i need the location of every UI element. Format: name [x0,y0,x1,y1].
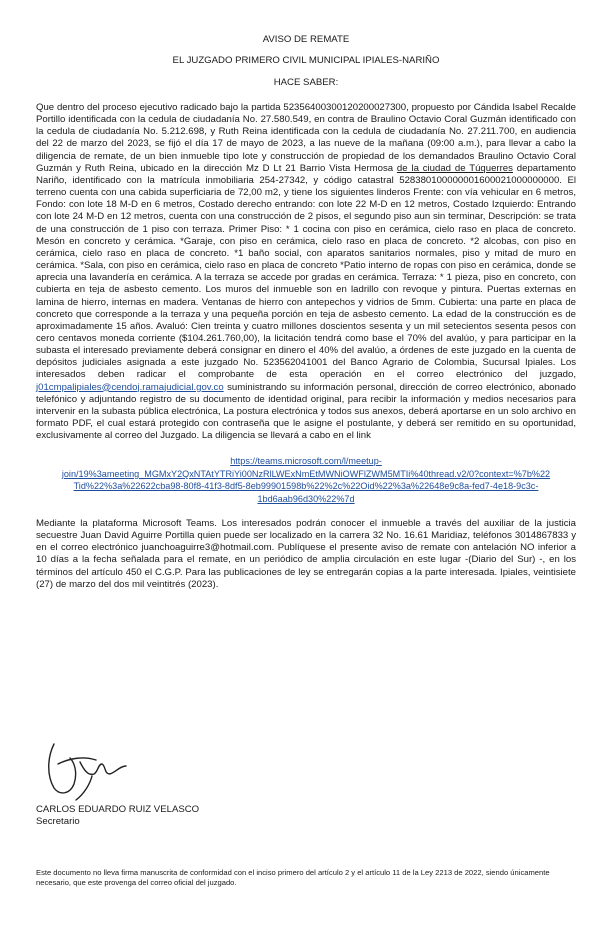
document-page [36,34,576,591]
court-name: EL JUZGADO PRIMERO CIVIL MUNICIPAL IPIALES-NARIÑO [172,55,440,66]
link-line[interactable]: 1bd6aab96d30%22%7d [257,493,355,504]
link-line[interactable]: Tid%22%3a%22622cba98-80f8-41f3-8df5-8eb99901598b%22%2c%22Oid%22%3a%22648e9c8a-fed7-4e18-9c3c- [73,481,539,492]
notice-heading: HACE SABER: [273,77,339,88]
second-paragraph [36,518,576,591]
paragraph-text-part-a: Que dentro del proceso ejecutivo radicado bajo la partida 52356400300120200027300, propuesto por Cándida Isabel Recalde Portillo identificada con la cedula de ciudadanía No. 27.580.549, en contra de Braulino Octavio Coral Guzmán identificado con la cedula de ciudadanía No. 5.212.698, y Ruth Reina identificada con la cedula de ciudadanía No. 27.211.700, en audiencia del 22 de marzo del 2023, se fijó el día 17 de mayo de 2023, a las nueve de la mañana (09:00 a.m.), para llevar a cabo la diligencia de remate, de un bien inmueble tipo lote y construcción de propiedad de los demandados Braulino Octavio Coral Guzmán y Ruth Reina, ubicado en la dirección Mz D Lt 21 Barrio Vista Hermosa [36,102,576,174]
handwritten-signature [40,736,130,804]
paragraph-underlined-city: de la ciudad de Túquerres [396,162,513,174]
main-paragraph [36,102,576,442]
paragraph-text: Mediante la plataforma Microsoft Teams. Los interesados podrán conocer el inmueble a través del auxiliar de la justicia secuestre Juan David Aguirre Portilla quien puede ser localizado en la carrera 32 No. 16.61 Maridiaz, teléfonos 3014867833 y en el correo electrónico juanchoaguirre3@hotmail.com. Publíquese el presente aviso de remate con antelación NO inferior a 10 días a la fecha señalada para el remate, en un periódico de amplia circulación en este lugar -(Diario del Sur) -, en los términos del artículo 450 el C.G.P. Para las publicaciones de ley se entregarán copias a la parte interesada. Ipiales, veintisiete (27) de marzo del dos mil veintitrés (2023). [36,518,576,590]
teams-meeting-link[interactable] [36,455,576,505]
link-line[interactable]: https://teams.microsoft.com/l/meetup- [230,456,382,467]
signature-block [36,736,256,836]
court-email-link[interactable]: j01cmpalipiales@cendoj.ramajudicial.gov.co [36,381,224,393]
paragraph-text-part-c: suministrando su información personal, dirección de correo electrónico, abonado telefónico y adjuntando registro de su documento de identidad original, para recibir la información y medios necesarios para intervenir en la subasta pública electrónica, La postura electrónica y todos sus anexos, deberá aportarse en un solo archivo en formato PDF, el cual estará protegido con contraseña que le asigne el postulante, y deberá ser remitido en su oportunidad, exclusivamente al correo del Juzgado. La diligencia se llevará a cabo en el link [36,381,576,442]
document-title: AVISO DE REMATE [262,34,350,45]
signer-role: Secretario [36,816,80,827]
signer-name: CARLOS EDUARDO RUIZ VELASCO [36,804,200,815]
link-line[interactable]: join/19%3ameeting_MGMxY2QxNTAtYTRiYi00NzRlLWExNmEtMWNiOWFlZWM5MTIi%40thread.v2/0?context=%7b%22 [61,468,551,479]
paragraph-text-part-b: departamento Nariño, identificado con la matrícula inmobiliaria 254-27342, y código catastral 52838010000000160002100000000​0. El terreno cuenta con una cabida superficiaria de 72,00 m2, y tiene los siguientes linderos Frente: con vía vehicular en 6 metros, Fondo: con lote 18 M-D en 6 metros, Costado derecho entrando: con lote 22 M-D en 12 metros, Costado Izquierdo: Entrando con lote 24 M-D en 12 metros, cuenta con una construcción de 2 pisos, el segundo piso aun sin terminar, Descripción: se trata de una construcción de 1 piso con terraza. Primer Piso: * 1 cocina con piso en cerámica, cielo raso en placa de concreto. Mesón en concreto y cerámica. *Garaje, con piso en cerámica, cielo raso en placa de concreto. *2 alcobas, con piso en cerámica, cielo raso en placa de concreto. *1 baño social, con aparatos sanitarios normales, piso y mitad de muro en cerámica. *Sala, con piso en cerámica, cielo raso en placa de concreto *Patio interno de ropas con piso en cerámica, donde se aprecia una lavandería en cerámica. A la terraza se accede por gradas en cerámica. Terraza: * 1 pieza, piso en concreto, con cubierta en teja de asbesto cemento. Los muros del inmueble son en ladrillo con revoque y pintura. Puertas externas en lamina de hierro, internas en madera. Ventanas de hierro con antepechos y vidrios de 5mm. Cubierta: una parte en placa de concreto que corresponde a la terraza y una pequeña porción en teja de asbesto cemento. La edad de la construcción es de aproximadamente 15 años. Avaluó: Cien treinta y cuatro millones doscientos sesenta y un mil setecientos sesenta pesos con cero centavos moneda corriente ($104.261.760,00), la licitación tendrá como base el 70% del avalúo, y para participar en la subasta el interesado previamente deberá consignar en dinero el 40% del avalúo, a órdenes de este juzgado en la cuenta de depósitos judiciales asignada a este juzgado No. 523562041001 del Banco Agrario de Colombia, Sucursal Ipiales. Los interesados deben radicar el comprobante de esta operación en el correo electrónico del juzgado, [36,162,576,381]
footer-note: Este documento no lleva firma manuscrita de conformidad con el inciso primero del artículo 2 y el artículo 11 de la Ley 2213 de 2022, siendo únicamente necesario, que este provenga del correo oficial del juzgado. [36,868,550,887]
